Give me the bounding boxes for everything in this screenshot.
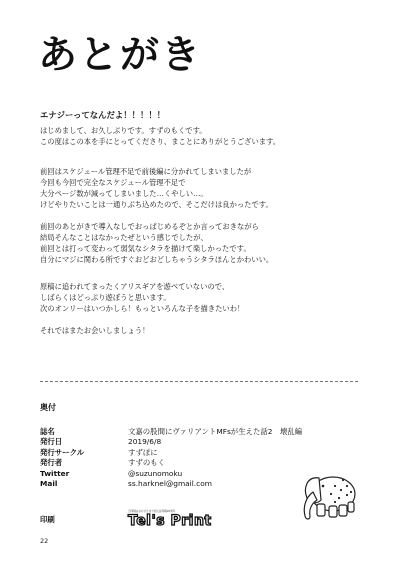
paragraph-line: 結局そんなことはなかったぜという感じでしたが、 (40, 232, 208, 242)
section-divider (40, 381, 358, 382)
colophon-label: 誌名 (40, 427, 55, 436)
printer-name: Tel's Print (128, 513, 212, 529)
paragraph-line: けどやりたいことは一通りぶち込めたので、そこだけは良かったです。 (40, 199, 273, 209)
elephant-mascot-icon (295, 468, 363, 524)
colophon-value: すずぽに (128, 447, 158, 457)
page-title: あとがき (38, 33, 203, 78)
colophon-label: Mail (40, 479, 58, 489)
afterword-paragraph-2 (40, 167, 273, 211)
colophon-label: 発行サークル (40, 447, 85, 457)
colophon-row-printer (40, 510, 212, 528)
colophon-table (40, 427, 302, 489)
colophon-value: 文嘉の股間にヴァリアントMFsが生えた話2 壊乱編 (128, 427, 303, 436)
colophon-value: 2019/6/8 (128, 437, 162, 447)
paragraph-line: この度はこの本を手にとってくださり、まことにありがとうございます。 (40, 136, 281, 146)
paragraph-line: 今回も今回で完全なスケジュール管理不足で (40, 177, 186, 187)
colophon-label: 発行日 (40, 437, 63, 447)
colophon-row-circle (40, 448, 302, 458)
colophon-label: Twitter (40, 468, 70, 478)
paragraph-line: 前回のあとがきで導入なしでおっぱじめるぞとか言っておきながら (40, 222, 259, 231)
afterword-paragraph-5 (40, 326, 149, 337)
paragraph-line: 前回とは打って変わって弱気なシタラを描けて楽しかったです。 (40, 243, 251, 253)
colophon-row-date (40, 437, 302, 447)
colophon-value: すずのもく (128, 458, 166, 468)
paragraph-line: 原稿に追われてまったくアリスギアを遊べていないので、 (40, 282, 230, 291)
paragraph-line: 次のオンリーはいつかしら！もっといろんな子を描きたいわ！ (40, 303, 245, 313)
colophon-row-publisher (40, 458, 302, 468)
colophon-value: ss.harknel@gmail.com (128, 479, 212, 489)
printer-caption: 当印刷はおかげさまで同人誌印刷20周年 (128, 510, 176, 513)
paragraph-line: はじめまして、お久しぶりです。すずのもくです。 (40, 126, 207, 135)
paragraph-line: 大分ページ数が減ってしまいました…くやしい…。 (40, 188, 208, 198)
afterword-paragraph-1 (40, 126, 280, 148)
afterword-paragraph-4 (40, 282, 244, 315)
paragraph-line: 自分にマジに関わる所ですぐおどおどしちゃうシタラほんとかわいい。 (40, 254, 274, 264)
paragraph-line: しばらくはどっぷり遊ぼうと思います。 (40, 292, 171, 302)
colophon-title: 奥付 (40, 403, 56, 412)
paragraph-line: 前回はスケジュール管理不足で前後編に分かれてしまいましたが (40, 167, 252, 176)
afterword-heading: エナジーってなんだよ！！！！！ (40, 110, 166, 120)
colophon-label: 発行者 (40, 458, 63, 468)
afterword-paragraph-3 (40, 222, 273, 266)
colophon-row-twitter (40, 469, 302, 479)
printer-logo (128, 510, 212, 528)
colophon-row-title (40, 427, 302, 437)
colophon-row-mail (40, 479, 302, 489)
page-number: 22 (40, 537, 49, 545)
colophon-value: @suzunomoku (128, 468, 183, 478)
paragraph-line: それではまたお会いしましょう！ (40, 326, 150, 335)
colophon-label: 印刷 (40, 514, 55, 524)
